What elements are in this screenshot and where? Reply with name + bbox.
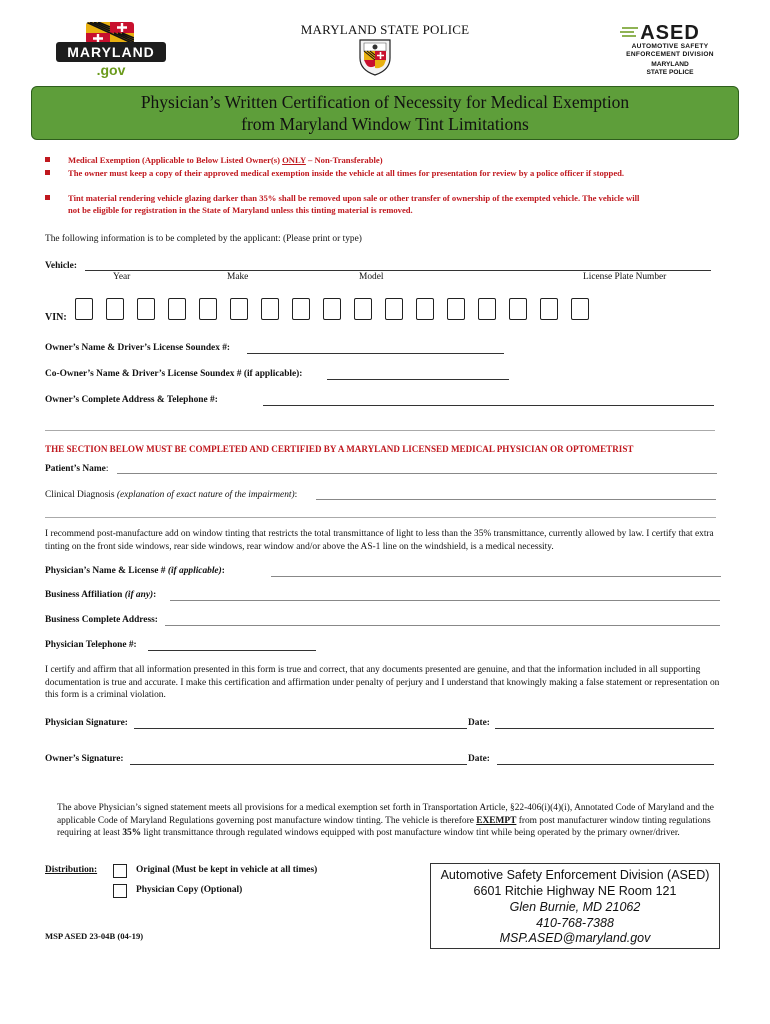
physician-copy-checkbox[interactable] [113,884,127,898]
applicant-intro: The following information is to be completed by the applicant: (Please print or type) [45,234,362,244]
vin-char-box[interactable] [199,298,217,320]
business-address-field[interactable] [165,625,720,626]
original-copy-label: Original (Must be kept in vehicle at all times) [136,865,318,875]
vin-char-box[interactable] [323,298,341,320]
clinical-diagnosis-field[interactable] [316,499,716,500]
ased-msp2: STATE POLICE [646,69,694,76]
owner-date-field[interactable] [497,764,714,765]
address-line3: Glen Burnie, MD 21062 [509,900,641,914]
bullet-marker [45,157,50,162]
owner-name-label: Owner’s Name & Driver’s License Soundex #: [45,343,231,353]
vin-char-box[interactable] [261,298,279,320]
physician-date-field[interactable] [495,728,714,729]
physician-copy-label: Physician Copy (Optional) [136,885,243,895]
vin-char-box[interactable] [416,298,434,320]
business-address-label: Business Complete Address: [45,615,158,625]
coowner-name-label: Co-Owner’s Name & Driver’s License Soundex # (if applicable): [45,369,303,379]
business-affiliation-field[interactable] [170,600,720,601]
coowner-name-field[interactable] [327,379,509,380]
physician-signature-label: Physician Signature: [45,718,128,728]
address-phone: 410-768-7388 [536,916,614,930]
distribution-label: Distribution: [45,865,98,875]
title-line1: Physician’s Written Certification of Necessity for Medical Exemption [140,92,630,112]
owner-address-field[interactable] [263,405,714,406]
vin-char-box[interactable] [385,298,403,320]
address-email[interactable]: MSP.ASED@maryland.gov [499,931,651,945]
owner-name-field[interactable] [247,353,504,354]
ased-line2: ENFORCEMENT DIVISION [626,51,714,58]
physician-section-heading: THE SECTION BELOW MUST BE COMPLETED AND CERTIFIED BY A MARYLAND LICENSED MEDICAL PHYSICIAN OR OPTOMETRIST [45,444,634,454]
maryland-wordmark: MARYLAND [56,42,166,62]
physician-phone-label: Physician Telephone #: [45,640,137,650]
title-line2: from Maryland Window Tint Limitations [241,114,529,134]
vin-char-box[interactable] [478,298,496,320]
vin-char-box[interactable] [292,298,310,320]
vin-char-box[interactable] [571,298,589,320]
patient-name-label: Patient’s Name: [45,464,109,474]
vin-label: VIN: [45,312,67,323]
vin-char-box[interactable] [230,298,248,320]
vin-char-box[interactable] [137,298,155,320]
vin-char-box[interactable] [75,298,93,320]
owner-signature-field[interactable] [130,764,467,765]
ased-msp1: MARYLAND [651,61,689,68]
vin-char-box[interactable] [354,298,372,320]
vin-char-box[interactable] [106,298,124,320]
bullet-marker [45,195,50,200]
bullet-exemption: Medical Exemption (Applicable to Below Listed Owner(s) ONLY – Non-Transferable) [68,155,383,165]
ased-address-box [430,863,720,949]
address-line2: 6601 Ritchie Highway NE Room 121 [473,884,677,898]
ased-letters: ASED [640,22,700,42]
original-copy-checkbox[interactable] [113,864,127,878]
physician-name-field[interactable] [271,576,721,577]
patient-name-field[interactable] [117,473,717,474]
section-divider [45,430,715,431]
clinical-diagnosis-label: Clinical Diagnosis (explanation of exact nature of the impairment): [45,490,298,500]
physician-date-label: Date: [468,718,490,728]
bullet-tint-removal: Tint material rendering vehicle glazing darker than 35% shall be removed upon sale or other transfer of ownership of the exempted vehicle. The vehicle will not be eligible for registration in the State of Maryland unless this tinting material is removed. [68,193,640,215]
vehicle-label: Vehicle: [45,261,77,271]
owner-signature-label: Owner’s Signature: [45,754,124,764]
exemption-statement: The above Physician’s signed statement meets all provisions for a medical exemption set forth in Transportation Article, §22-406(i)(4)(i), Annotated Code of Maryland and the applicable Code of Maryland Regulations governing post manufacture window tinting. The vehicle is therefore EXEMPT from post manufacturer window tinting regulations requiring at least 35% light transmittance through regulated windows equipped with post manufacture window tint while being operated by the primary owner/driver. [57,803,714,838]
vin-char-box[interactable] [447,298,465,320]
agency-title: MARYLAND STATE POLICE [300,22,470,37]
vehicle-model-caption: Model [359,272,384,282]
bullet-marker [45,170,50,175]
ased-line1: AUTOMOTIVE SAFETY [631,43,709,50]
vehicle-field[interactable] [85,270,711,271]
physician-phone-field[interactable] [148,650,316,651]
business-affiliation-label: Business Affiliation (if any): [45,590,157,600]
owner-address-label: Owner’s Complete Address & Telephone #: [45,395,218,405]
vin-char-box[interactable] [540,298,558,320]
state-police-seal-icon [356,38,394,76]
maryland-gov-logo [56,22,166,78]
bullet-keep-copy: The owner must keep a copy of their approved medical exemption inside the vehicle at all times for presentation for review by a police officer if stopped. [68,168,625,178]
form-title [32,91,738,135]
clinical-diagnosis-field-2[interactable] [45,517,716,518]
recommendation-statement: I recommend post-manufacture add on window tinting that restricts the total transmittance of light to less than the 35% transmittance, currently allowed by law. I certify that extra tinting on the front side windows, rear side windows, rear window and/or above the AS-1 line on the windshield, is a medical necessity. [45,529,714,552]
address-line1: Automotive Safety Enforcement Division (ASED) [440,868,710,882]
vin-char-box[interactable] [168,298,186,320]
vehicle-plate-caption: License Plate Number [583,272,667,282]
ased-logo [616,22,724,80]
form-number: MSP ASED 23-04B (04-19) [45,931,144,941]
vehicle-make-caption: Make [227,272,249,282]
physician-name-label: Physician’s Name & License # (if applicable): [45,566,225,576]
certification-statement: I certify and affirm that all information presented in this form is true and correct, that any documents presented are genuine, and that the information included in all supporting documentation is true and accurate. I make this certification and affirmation under penalty of perjury and I understand that knowingly making a false statement or representation on this form is a criminal violation. [45,665,720,700]
vehicle-year-caption: Year [113,272,131,282]
maryland-flag-icon [86,22,134,44]
title-banner [31,86,739,140]
gov-wordmark: .gov [96,62,126,78]
physician-signature-field[interactable] [134,728,467,729]
owner-date-label: Date: [468,754,490,764]
vin-char-box[interactable] [509,298,527,320]
